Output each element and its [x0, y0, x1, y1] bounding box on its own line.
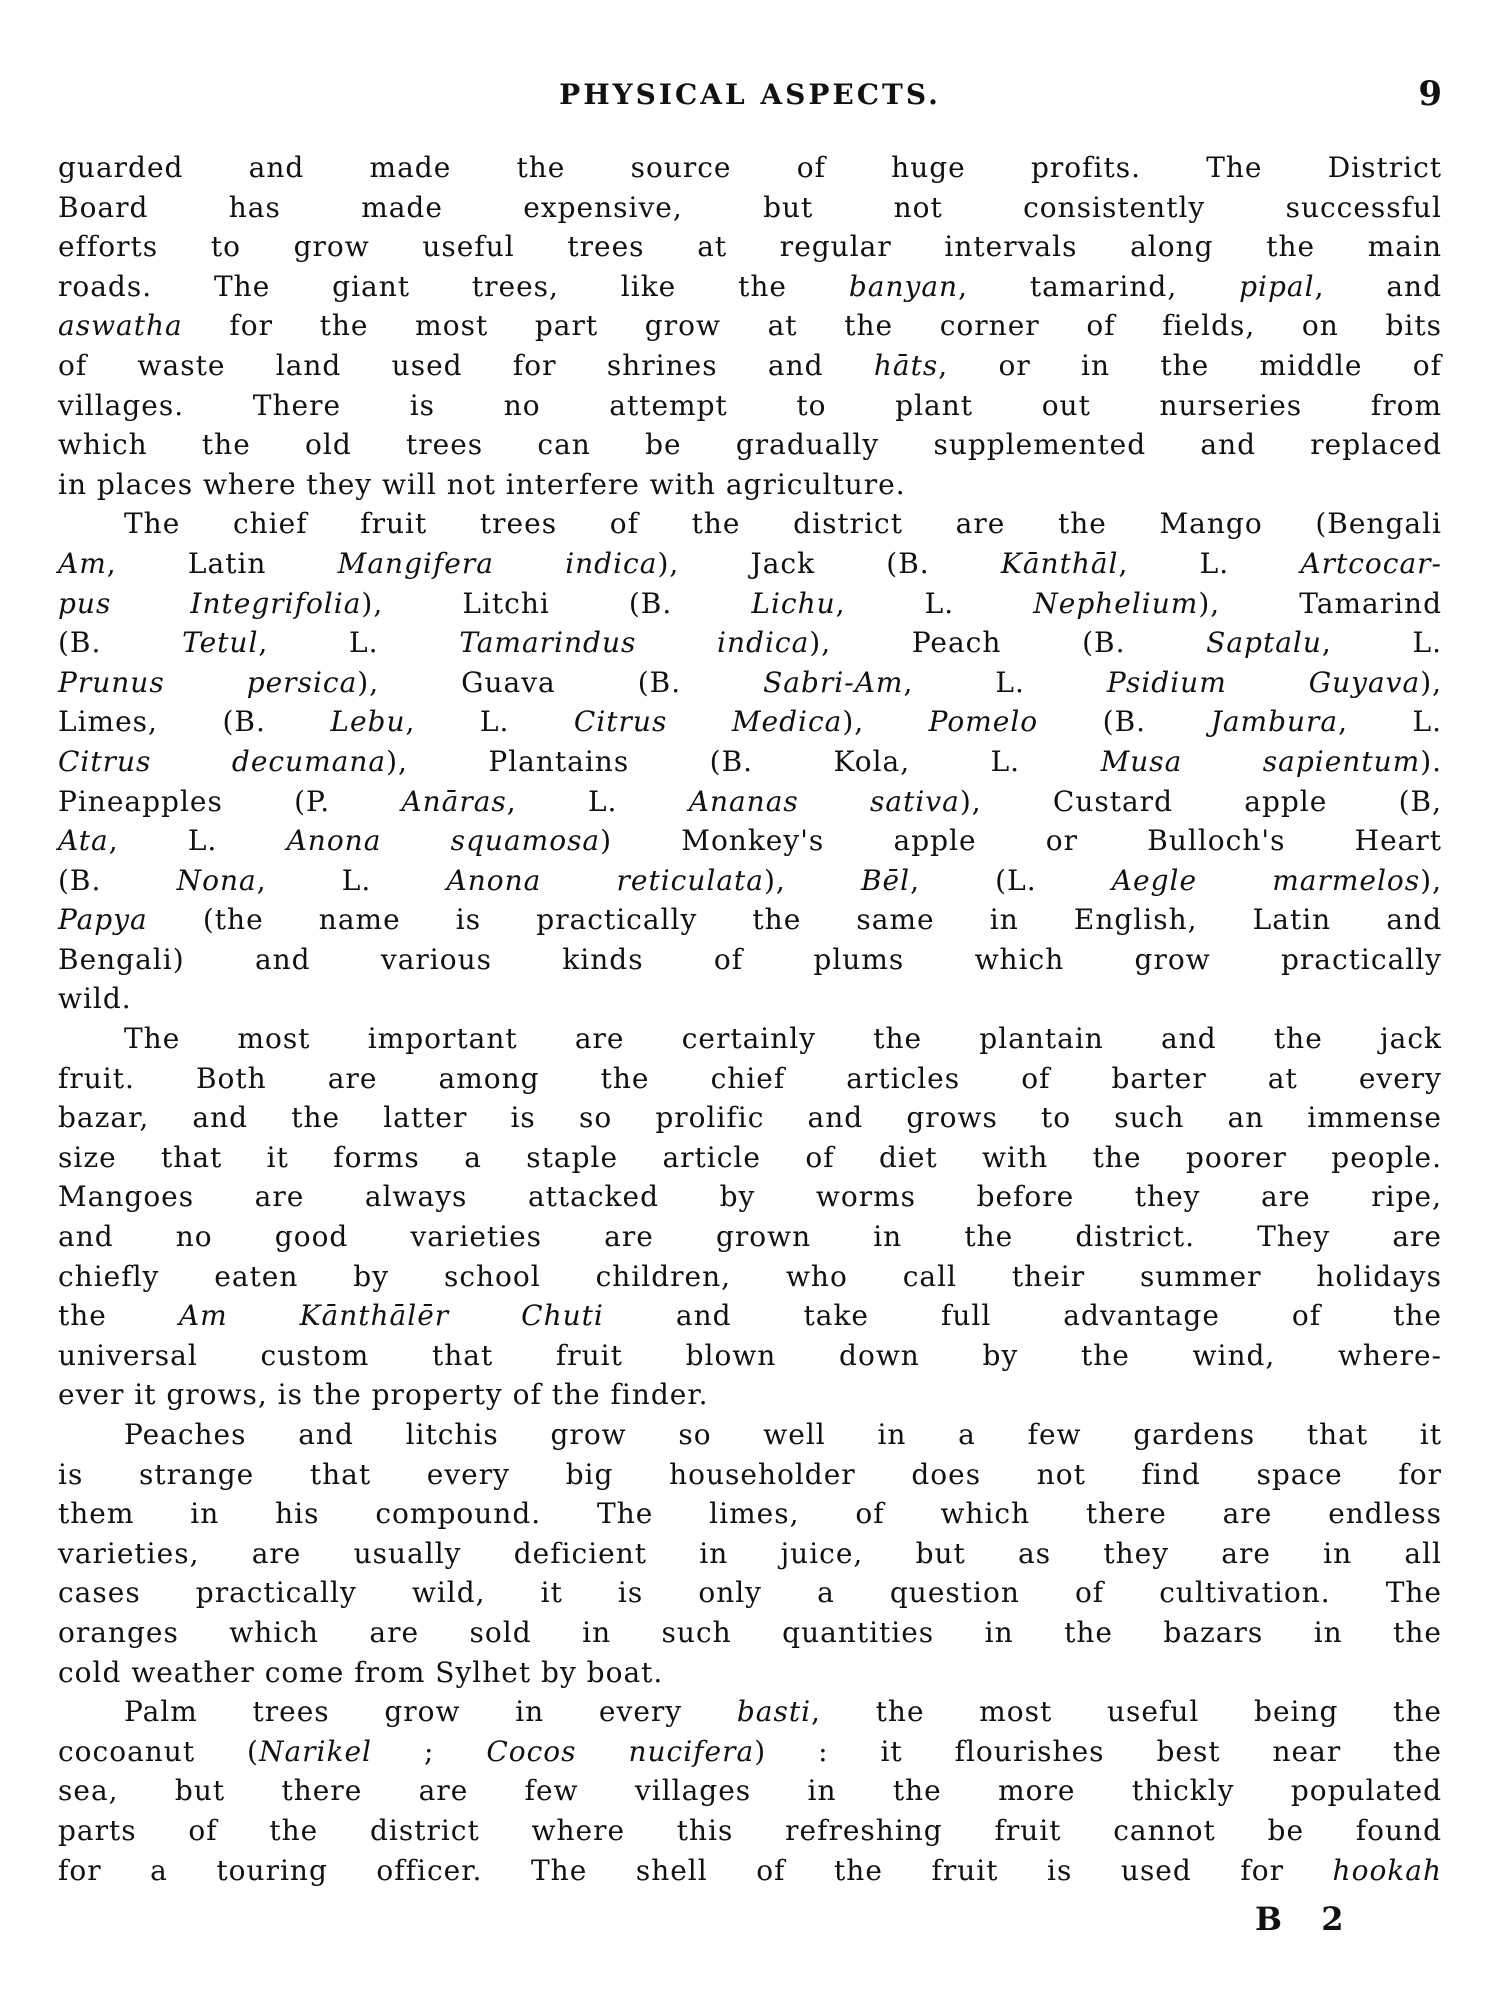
text-line: [58, 1573, 1442, 1613]
text-run: ), Tamarind: [1198, 586, 1442, 620]
page-header: [58, 74, 1442, 118]
italic-term: Jambura: [1210, 705, 1339, 739]
text-run: (B.: [1038, 705, 1211, 739]
text-run: cocoanut (: [58, 1734, 259, 1768]
text-run: efforts to grow useful trees at regular intervals along the main: [58, 230, 1442, 264]
text-run: , Latin: [106, 546, 338, 580]
text-line: [58, 900, 1442, 940]
text-run: sea, but there are few villages in the more thickly populated: [58, 1774, 1442, 1808]
text-line: [58, 148, 1442, 188]
italic-term: Papya: [58, 903, 148, 937]
text-line: [58, 782, 1442, 822]
text-run: ), Custard apple (B,: [959, 784, 1442, 818]
text-line: [58, 861, 1442, 901]
text-run: fruit. Both are among the chief articles of barter at every: [58, 1061, 1442, 1095]
text-run: of waste land used for shrines and: [58, 348, 874, 382]
body-text: [58, 148, 1442, 1890]
text-run: cold weather come from Sylhet by boat.: [58, 1655, 664, 1689]
text-line: [58, 1613, 1442, 1653]
text-run: Mangoes are always attacked by worms before they are ripe,: [58, 1180, 1442, 1214]
text-run: roads. The giant trees, like the: [58, 269, 849, 303]
text-run: Pineapples (P.: [58, 784, 402, 818]
text-run: ),: [763, 863, 861, 897]
text-run: cases practically wild, it is only a question of cultivation. The: [58, 1576, 1442, 1610]
text-line: [58, 821, 1442, 861]
running-title: PHYSICAL ASPECTS.: [559, 78, 941, 111]
text-run: oranges which are sold in such quantities in the bazars in the: [58, 1615, 1442, 1649]
text-run: varieties, are usually deficient in juice, but as they are in all: [58, 1536, 1442, 1570]
text-run: chiefly eaten by school children, who call their summer holidays: [58, 1259, 1442, 1293]
italic-term: aswatha: [58, 309, 183, 343]
text-run: the: [58, 1299, 179, 1333]
text-line: [58, 1257, 1442, 1297]
text-run: is strange that every big householder does not find space for: [58, 1457, 1442, 1491]
paragraph: [58, 1415, 1442, 1692]
text-run: , the most useful being the: [811, 1695, 1443, 1729]
text-line: [58, 1653, 1442, 1693]
text-run: for a touring officer. The shell of the fruit is used for: [58, 1853, 1333, 1887]
italic-term: Lichu: [751, 586, 836, 620]
italic-term: basti: [736, 1695, 812, 1729]
text-run: (B.: [58, 626, 183, 660]
text-line: [58, 1336, 1442, 1376]
text-run: , or in the middle of: [938, 348, 1442, 382]
text-line: [58, 1217, 1442, 1257]
italic-term: Am: [58, 546, 107, 580]
text-run: Palm trees grow in every: [124, 1695, 737, 1729]
italic-term: Cocos nucifera: [486, 1734, 755, 1768]
text-line: [58, 1177, 1442, 1217]
text-run: The most important are certainly the plantain and the jack: [124, 1022, 1442, 1056]
text-line: [58, 1415, 1442, 1455]
italic-term: pus Integrifolia: [58, 586, 362, 620]
italic-term: Anona reticulata: [446, 863, 764, 897]
text-line: [58, 1811, 1442, 1851]
text-run: ), Jack (B.: [657, 546, 1001, 580]
text-line: [58, 979, 1442, 1019]
text-line: [58, 1375, 1442, 1415]
text-run: universal custom that fruit blown down by the wind, where-: [58, 1338, 1442, 1372]
text-run: , L.: [258, 626, 460, 660]
text-run: for the most part grow at the corner of fields, on bits: [182, 309, 1442, 343]
italic-term: Saptalu: [1206, 626, 1322, 660]
italic-term: Tamarindus indica: [459, 626, 810, 660]
text-run: Limes, (B.: [58, 705, 331, 739]
text-run: , L.: [256, 863, 447, 897]
text-line: [58, 227, 1442, 267]
text-line: [58, 346, 1442, 386]
text-run: , L.: [1321, 626, 1442, 660]
text-line: [58, 623, 1442, 663]
text-run: , L.: [835, 586, 1034, 620]
text-line: [58, 1059, 1442, 1099]
italic-term: Am Kānthālēr Chuti: [178, 1299, 604, 1333]
text-run: ),: [1420, 863, 1442, 897]
italic-term: Ananas sativa: [688, 784, 960, 818]
text-run: bazar, and the latter is so prolific and grows to such an immense: [58, 1101, 1442, 1135]
text-run: , L.: [903, 665, 1107, 699]
text-run: them in his compound. The limes, of which there are endless: [58, 1497, 1442, 1531]
italic-term: Artcocar-: [1300, 546, 1442, 580]
page-number: 9: [1418, 74, 1442, 114]
text-line: [58, 940, 1442, 980]
text-run: ),: [1420, 665, 1443, 699]
text-run: (B.: [58, 863, 177, 897]
text-run: Bengali) and various kinds of plums which grow practically: [58, 942, 1442, 976]
text-line: [58, 1455, 1442, 1495]
paragraph: [58, 1692, 1442, 1890]
text-line: [58, 504, 1442, 544]
text-run: ) Monkey's apple or Bulloch's Heart: [600, 824, 1442, 858]
text-run: , and: [1314, 269, 1443, 303]
text-line: [58, 267, 1442, 307]
italic-term: Prunus persica: [58, 665, 358, 699]
text-run: ), Plantains (B. Kola, L.: [386, 744, 1101, 778]
italic-term: Anona squamosa: [286, 824, 601, 858]
italic-term: banyan: [848, 269, 959, 303]
italic-term: Ata: [58, 824, 109, 858]
text-run: The chief fruit trees of the district are the Mango (Bengali: [124, 507, 1442, 541]
text-line: [58, 1851, 1442, 1891]
text-run: guarded and made the source of huge profits. The District: [58, 151, 1442, 184]
text-line: [58, 1732, 1442, 1772]
text-line: [58, 1771, 1442, 1811]
text-run: , tamarind,: [958, 269, 1240, 303]
text-run: , L.: [405, 705, 574, 739]
text-line: [58, 1019, 1442, 1059]
text-run: ),: [842, 705, 929, 739]
text-line: [58, 306, 1442, 346]
text-run: , (L.: [910, 863, 1112, 897]
text-run: ) : it flourishes best near the: [754, 1734, 1443, 1768]
text-line: [58, 188, 1442, 228]
italic-term: Kānthāl: [1000, 546, 1119, 580]
italic-term: Citrus Medica: [573, 705, 843, 739]
text-line: [58, 1138, 1442, 1178]
text-line: [58, 386, 1442, 426]
text-run: ), Peach (B.: [809, 626, 1207, 660]
paragraph: [58, 504, 1442, 1019]
italic-term: Anāras: [401, 784, 507, 818]
text-line: [58, 663, 1442, 703]
italic-term: hookah: [1332, 1853, 1442, 1887]
text-line: [58, 584, 1442, 624]
text-run: ), Litchi (B.: [361, 586, 752, 620]
text-run: , L.: [1118, 546, 1301, 580]
italic-term: Nona: [176, 863, 257, 897]
text-run: Board has made expensive, but not consistently successful: [58, 190, 1442, 224]
italic-term: Tetul: [182, 626, 259, 660]
italic-term: Sabri-Am: [763, 665, 904, 699]
text-line: [58, 425, 1442, 465]
italic-term: Aegle marmelos: [1111, 863, 1421, 897]
italic-term: Psidium Guyava: [1106, 665, 1421, 699]
text-run: ;: [372, 1734, 487, 1768]
text-run: parts of the district where this refreshing fruit cannot be found: [58, 1813, 1442, 1847]
text-line: [58, 1296, 1442, 1336]
text-run: (the name is practically the same in English, Latin and: [147, 903, 1442, 937]
text-run: and no good varieties are grown in the district. They are: [58, 1220, 1442, 1254]
text-line: [58, 544, 1442, 584]
text-run: , L.: [506, 784, 689, 818]
text-run: and take full advantage of the: [603, 1299, 1442, 1333]
text-run: ).: [1420, 744, 1443, 778]
italic-term: Bēl: [860, 863, 911, 897]
paragraph: [58, 148, 1442, 504]
text-run: size that it forms a staple article of diet with the poorer people.: [58, 1140, 1442, 1174]
italic-term: hāts: [873, 348, 939, 382]
text-run: Peaches and litchis grow so well in a few gardens that it: [124, 1418, 1442, 1451]
italic-term: Mangifera indica: [337, 546, 658, 580]
text-line: [58, 1098, 1442, 1138]
text-run: ever it grows, is the property of the finder.: [58, 1378, 709, 1412]
text-line: [58, 465, 1442, 505]
text-run: wild.: [58, 982, 132, 1016]
italic-term: Pomelo: [928, 705, 1039, 739]
text-run: ), Guava (B.: [357, 665, 764, 699]
text-line: [58, 702, 1442, 742]
italic-term: Citrus decumana: [58, 744, 387, 778]
italic-term: Narikel: [258, 1734, 372, 1768]
text-line: [58, 1494, 1442, 1534]
italic-term: Lebu: [330, 705, 406, 739]
italic-term: pipal: [1239, 269, 1315, 303]
paragraph: [58, 1019, 1442, 1415]
text-run: , L.: [1338, 705, 1443, 739]
text-line: [58, 1692, 1442, 1732]
italic-term: Musa sapientum: [1100, 744, 1421, 778]
text-run: villages. There is no attempt to plant out nurseries from: [58, 388, 1442, 422]
text-run: in places where they will not interfere with agriculture.: [58, 467, 906, 501]
signature-mark: B 2: [1255, 1900, 1358, 1938]
italic-term: Nephelium: [1033, 586, 1199, 620]
text-run: which the old trees can be gradually supplemented and replaced: [58, 428, 1442, 462]
text-line: [58, 742, 1442, 782]
text-run: , L.: [108, 824, 287, 858]
text-line: [58, 1534, 1442, 1574]
